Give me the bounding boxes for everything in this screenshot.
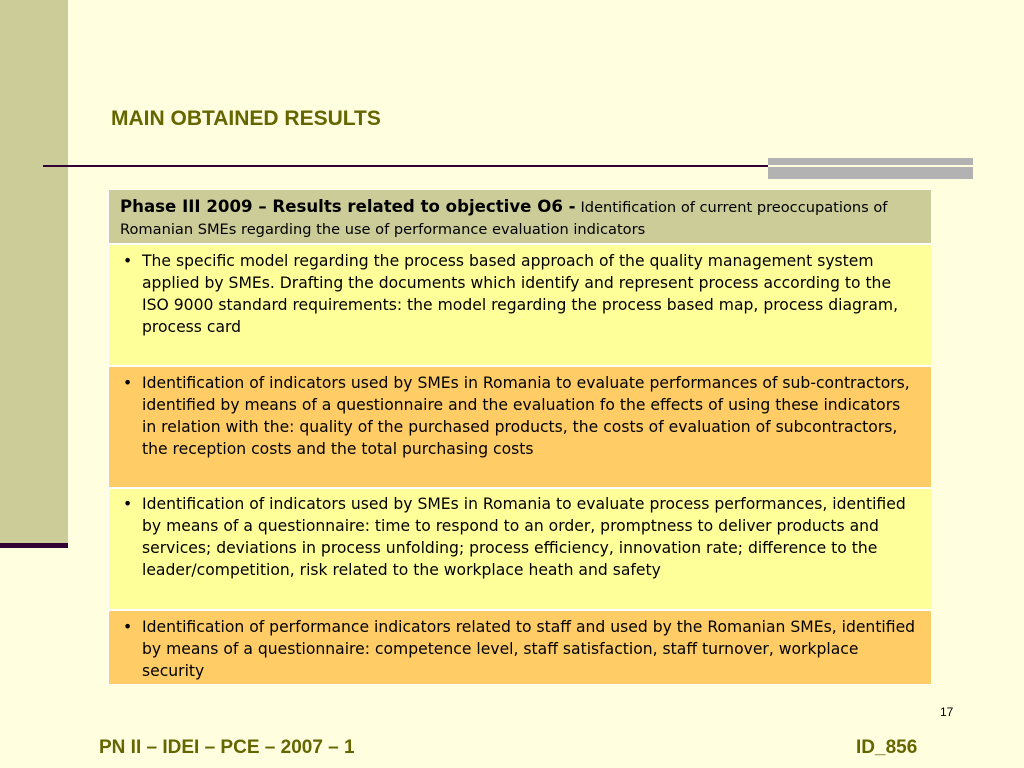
footer-project-code: PN II – IDEI – PCE – 2007 – 1: [99, 737, 355, 758]
list-item: [120, 250, 919, 338]
list-item: [120, 616, 919, 682]
table-row: [109, 245, 931, 367]
footer-id: ID_856: [856, 737, 918, 758]
result-text: Identification of indicators used by SMEs in Romania to evaluate performances of sub-contractors, identified by means of a questionnaire and the evaluation fo the effects of using these indicators in relation with the: quality of the purchased products, the costs of evaluation of subcontractors, the reception costs and the total purchasing costs: [142, 374, 910, 458]
table-row: [109, 367, 931, 489]
bullet-icon: •: [123, 374, 133, 392]
results-table: [108, 189, 932, 685]
bullet-icon: •: [123, 252, 133, 270]
table-row: [109, 611, 931, 684]
bullet-icon: •: [123, 495, 133, 513]
slide-title: MAIN OBTAINED RESULTS: [111, 107, 381, 130]
list-item: [120, 372, 919, 460]
result-text: Identification of indicators used by SMEs in Romania to evaluate process performances, identified by means of a questionnaire: time to respond to an order, promptness to deliver products and services; deviations in process unfolding; process efficiency, innovation rate; difference to the leader/competition, risk related to the workplace heath and safety: [142, 495, 906, 579]
table-row: [109, 489, 931, 611]
table-header-row: [109, 190, 931, 245]
left-decor-band: [0, 0, 68, 545]
result-text: Identification of performance indicators related to staff and used by the Romanian SMEs, identified by means of a questionnaire: competence level, staff satisfaction, staff turnover, workplace security: [142, 618, 916, 680]
result-text: The specific model regarding the process based approach of the quality management system applied by SMEs. Drafting the documents which identify and represent process according to the ISO 9000 standard requirements: the model regarding the process based map, process diagram, process card: [142, 252, 899, 336]
left-decor-rule: [0, 543, 68, 548]
phase-description: Identification of current preoccupations of Romanian SMEs regarding the use of performance evaluation indicators: [120, 199, 888, 238]
page-number: 17: [940, 705, 954, 719]
phase-title: Phase III 2009 – Results related to objective O6 -: [120, 197, 576, 216]
divider-tab: [768, 158, 973, 179]
bullet-icon: •: [123, 618, 133, 636]
list-item: [120, 493, 919, 581]
